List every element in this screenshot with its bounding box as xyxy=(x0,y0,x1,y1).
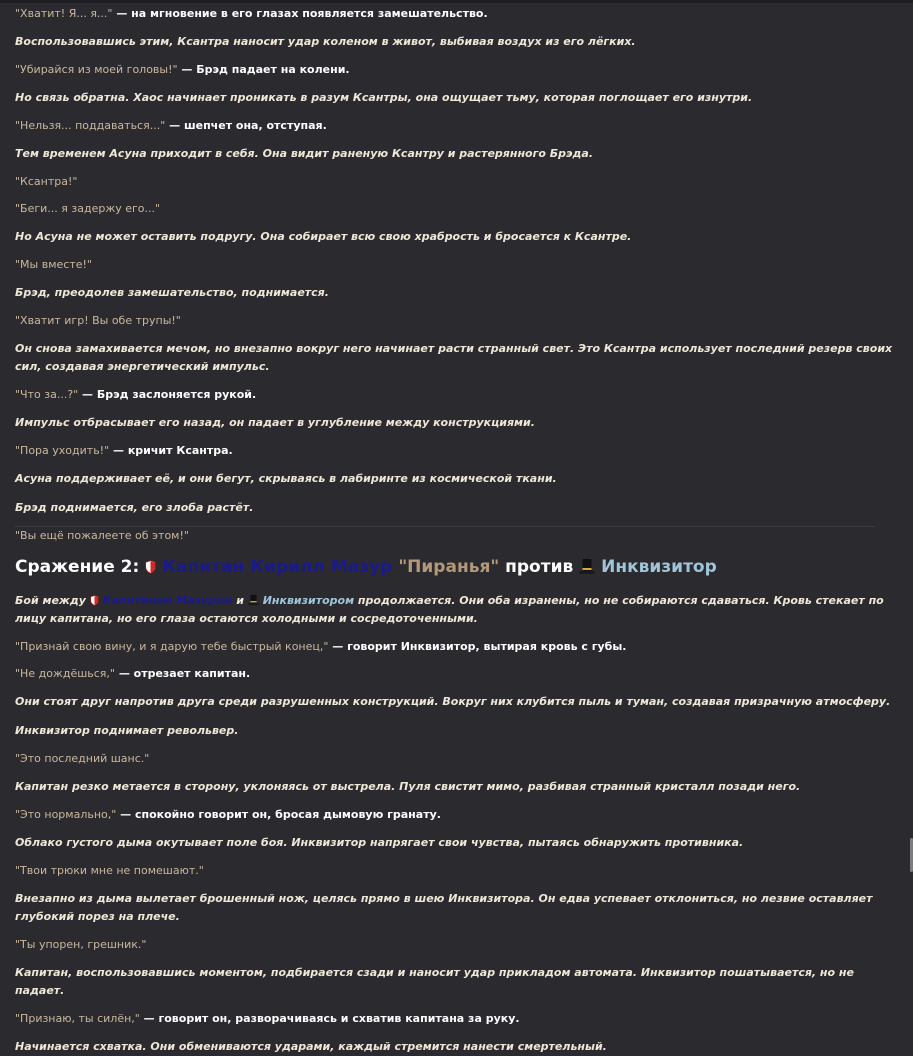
dialog-line xyxy=(15,528,897,544)
dialog-quote: "Хватит игр! Вы обе трупы!" xyxy=(15,314,181,327)
top-hat-icon xyxy=(248,594,259,606)
dialog-line xyxy=(15,863,897,879)
dialog-line xyxy=(15,666,897,682)
dialog-quote: "Вы ещё пожалеете об этом!" xyxy=(15,529,189,542)
narration-line: Брэд, преодолев замешательство, поднимается. xyxy=(15,286,329,299)
story-part-2 xyxy=(15,639,897,1056)
dialog-quote: "Убирайся из моей головы!" xyxy=(15,63,178,76)
dialog-quote: "Признаю, ты силён," xyxy=(15,1012,140,1025)
dialog-action: — Брэд падает на колени. xyxy=(177,63,350,76)
dialog-line xyxy=(15,257,897,273)
dialog-line xyxy=(15,6,897,22)
dialog-line xyxy=(15,443,897,459)
narration-line: Импульс отбрасывает его назад, он падает в углубление между конструкциями. xyxy=(15,416,535,429)
top-border xyxy=(0,0,913,3)
dialog-quote: "Нельзя... поддаваться..." xyxy=(15,119,166,132)
narration-line: Но связь обратна. Хаос начинает проникать в разум Ксантры, она ощущает тьму, которая поглощает его изнутри. xyxy=(15,91,753,104)
narration-line: Начинается схватка. Они обмениваются ударами, каждый стремится нанести смертельный. xyxy=(15,1040,607,1053)
battle-prefix: Сражение 2: xyxy=(15,557,146,577)
narration-line: Они стоят друг напротив друга среди разрушенных конструкций. Вокруг них клубится пыль и туман, создавая призрачную атмосферу. xyxy=(15,695,891,708)
dialog-line xyxy=(15,174,897,190)
dialog-line xyxy=(15,201,897,217)
dialog-quote: "Хватит! Я... я..." xyxy=(15,7,113,20)
battle-title xyxy=(15,555,897,579)
dialog-line xyxy=(15,313,897,329)
dialog-quote: "Беги... я задержу его..." xyxy=(15,202,161,215)
narration-line: Он снова замахивается мечом, но внезапно вокруг него начинает расти странный свет. Это Ксантра использует последний резерв своих сил, создавая энергетический импульс. xyxy=(15,342,893,373)
narration-line: Брэд поднимается, его злоба растёт. xyxy=(15,501,254,514)
narration-line: Воспользовавшись этим, Ксантра наносит удар коленом в живот, выбивая воздух из его лёгких. xyxy=(15,35,636,48)
battle-intro xyxy=(15,592,897,628)
dialog-quote: "Твои трюки мне не помешают." xyxy=(15,864,204,877)
narration-line: Тем временем Асуна приходит в себя. Она видит раненую Ксантру и растерянного Брэда. xyxy=(15,147,594,160)
dialog-action: — спокойно говорит он, бросая дымовую гранату. xyxy=(116,808,441,821)
dialog-quote: "Мы вместе!" xyxy=(15,258,92,271)
dialog-quote: "Признай свою вину, и я дарую тебе быстрый конец," xyxy=(15,640,329,653)
dialog-action: — Брэд заслоняется рукой. xyxy=(78,388,257,401)
narration-line: Внезапно из дыма вылетает брошенный нож, целясь прямо в шею Инквизитора. Он едва успевает отклониться, но лезвие оставляет глубокий порез на плече. xyxy=(15,892,873,923)
narration-line: Инквизитор поднимает револьвер. xyxy=(15,724,239,737)
dialog-line xyxy=(15,387,897,403)
versus-text: против xyxy=(499,557,580,577)
dialog-quote: "Это последний шанс." xyxy=(15,752,150,765)
intro-text: и xyxy=(232,594,248,607)
red-white-shield-icon xyxy=(90,594,99,605)
dialog-line xyxy=(15,1011,897,1027)
narration-line: Асуна поддерживает её, и они бегут, скрываясь в лабиринте из космической ткани. xyxy=(15,472,557,485)
story-part-1 xyxy=(15,6,897,544)
dialog-quote: "Ксантра!" xyxy=(15,175,78,188)
dialog-line xyxy=(15,937,897,953)
narration-line: Капитан резко метается в сторону, уклоняясь от выстрела. Пуля свистит мимо, разбивая странный кристалл позади него. xyxy=(15,780,801,793)
narration-line: Капитан, воспользовавшись моментом, подбирается сзади и наносит удар прикладом автомата. Инквизитор пошатывается, но не падает. xyxy=(15,966,854,997)
intro-text: продолжается. Они оба изранены, но не собираются сдаваться. Кровь стекает по лицу капитана, но его глаза остаются холодными и сосредоточенными. xyxy=(15,594,884,625)
dialog-action: — говорит Инквизитор, вытирая кровь с губы. xyxy=(328,640,627,653)
dialog-line xyxy=(15,639,897,655)
top-hat-icon xyxy=(579,558,595,575)
narration-line: Облако густого дыма окутывает поле боя. Инквизитор напрягает свои чувства, пытаясь обнаружить противника. xyxy=(15,836,744,849)
inquisitor-name: Инквизитор xyxy=(601,557,717,577)
captain-link[interactable]: Капитаном Мазуром xyxy=(102,594,233,607)
captain-nickname: "Пиранья" xyxy=(398,557,500,577)
dialog-quote: "Не дождёшься," xyxy=(15,667,115,680)
dialog-quote: "Что за...?" xyxy=(15,388,79,401)
section-divider xyxy=(15,526,875,527)
dialog-line xyxy=(15,751,897,767)
dialog-quote: "Пора уходить!" xyxy=(15,444,110,457)
dialog-line xyxy=(15,807,897,823)
captain-name: Капитан Кирилл Мазур xyxy=(162,557,393,577)
red-white-shield-icon xyxy=(145,557,156,571)
dialog-action: — шепчет она, отступая. xyxy=(165,119,327,132)
inquisitor-link[interactable]: Инквизитором xyxy=(262,594,355,607)
narration-line: Но Асуна не может оставить подругу. Она собирает всю свою храбрость и бросается к Ксантре. xyxy=(15,230,632,243)
dialog-line xyxy=(15,62,897,78)
dialog-action: — говорит он, разворачиваясь и схватив капитана за руку. xyxy=(139,1012,520,1025)
dialog-quote: "Ты упорен, грешник." xyxy=(15,938,147,951)
dialog-action: — на мгновение в его глазах появляется замешательство. xyxy=(112,7,488,20)
intro-text: Бой между xyxy=(15,594,90,607)
dialog-action: — кричит Ксантра. xyxy=(109,444,233,457)
dialog-quote: "Это нормально," xyxy=(15,808,117,821)
dialog-line xyxy=(15,118,897,134)
dialog-action: — отрезает капитан. xyxy=(114,667,251,680)
